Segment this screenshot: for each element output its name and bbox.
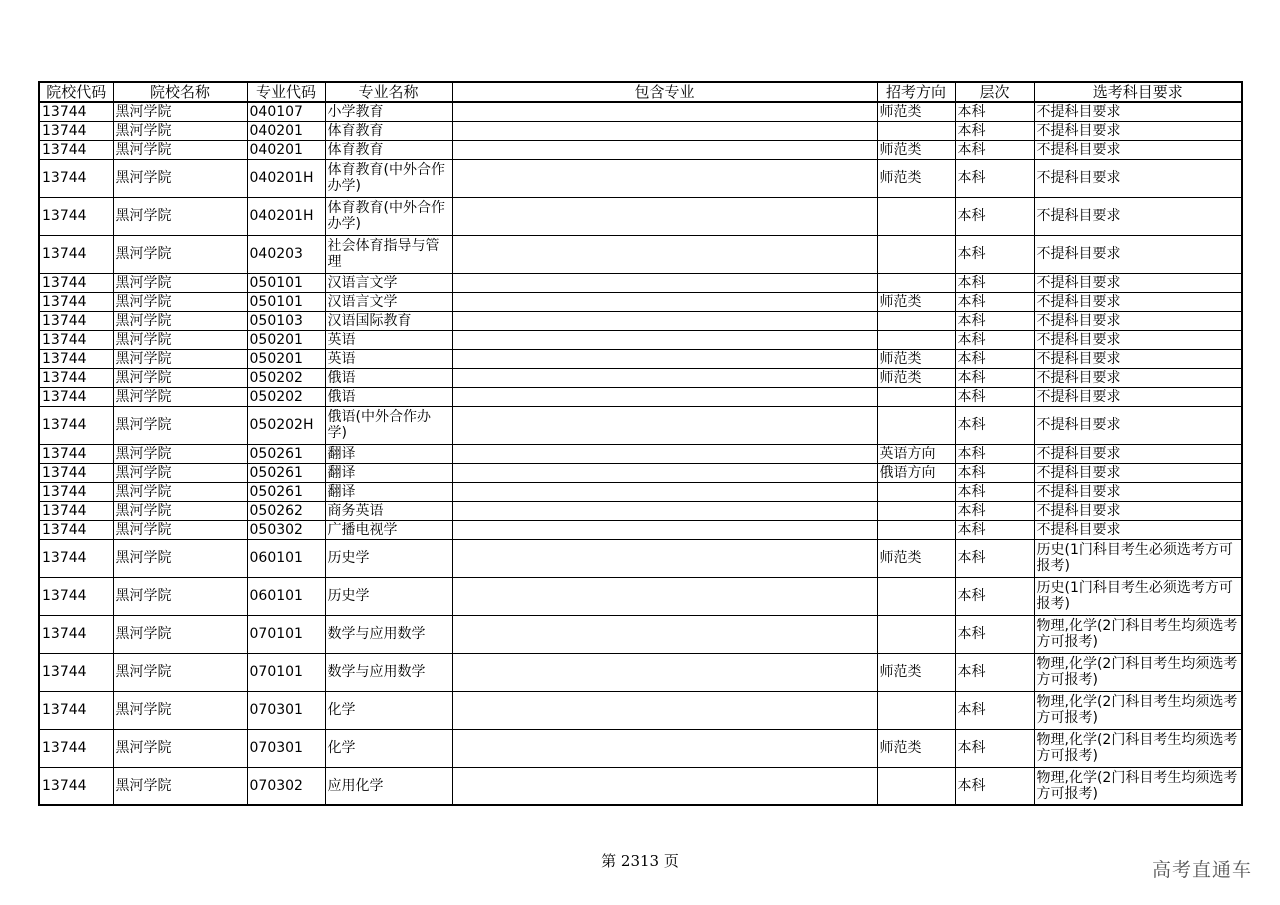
cell-included-majors (452, 520, 877, 539)
cell-major-code: 050101 (247, 273, 325, 292)
cell-school-name: 黑河学院 (113, 406, 247, 444)
cell-major-name: 英语 (325, 330, 452, 349)
page-number: 第 2313 页 (601, 852, 679, 870)
cell-school-code: 13744 (39, 387, 113, 406)
table-row (39, 729, 1242, 767)
cell-direction (877, 520, 955, 539)
cell-major-name: 体育教育(中外合作办学) (325, 159, 452, 197)
cell-direction (877, 577, 955, 615)
cell-direction (877, 197, 955, 235)
cell-included-majors (452, 121, 877, 140)
cell-school-code: 13744 (39, 368, 113, 387)
header-major-name: 专业名称 (325, 82, 452, 102)
cell-school-code: 13744 (39, 691, 113, 729)
table-row (39, 311, 1242, 330)
cell-level: 本科 (955, 520, 1034, 539)
cell-major-code: 070101 (247, 615, 325, 653)
table-row (39, 501, 1242, 520)
table-row (39, 368, 1242, 387)
cell-school-name: 黑河学院 (113, 444, 247, 463)
cell-school-code: 13744 (39, 501, 113, 520)
cell-subject-requirement: 不提科目要求 (1034, 292, 1242, 311)
cell-major-name: 体育教育 (325, 121, 452, 140)
cell-school-code: 13744 (39, 767, 113, 805)
cell-school-name: 黑河学院 (113, 368, 247, 387)
cell-included-majors (452, 311, 877, 330)
table-row (39, 482, 1242, 501)
cell-included-majors (452, 501, 877, 520)
cell-school-code: 13744 (39, 653, 113, 691)
cell-direction (877, 330, 955, 349)
cell-school-name: 黑河学院 (113, 653, 247, 691)
cell-school-name: 黑河学院 (113, 273, 247, 292)
cell-included-majors (452, 653, 877, 691)
cell-school-name: 黑河学院 (113, 235, 247, 273)
cell-level: 本科 (955, 330, 1034, 349)
cell-school-code: 13744 (39, 102, 113, 121)
cell-major-name: 化学 (325, 691, 452, 729)
cell-school-code: 13744 (39, 482, 113, 501)
cell-school-name: 黑河学院 (113, 577, 247, 615)
table-header-row (39, 82, 1242, 102)
cell-level: 本科 (955, 482, 1034, 501)
cell-major-name: 历史学 (325, 577, 452, 615)
cell-included-majors (452, 767, 877, 805)
table-row (39, 102, 1242, 121)
cell-major-code: 050103 (247, 311, 325, 330)
cell-school-code: 13744 (39, 349, 113, 368)
cell-major-name: 小学教育 (325, 102, 452, 121)
cell-school-name: 黑河学院 (113, 159, 247, 197)
cell-direction (877, 406, 955, 444)
cell-included-majors (452, 102, 877, 121)
cell-school-code: 13744 (39, 235, 113, 273)
cell-school-name: 黑河学院 (113, 767, 247, 805)
cell-school-name: 黑河学院 (113, 292, 247, 311)
header-subject-requirement: 选考科目要求 (1034, 82, 1242, 102)
cell-subject-requirement: 不提科目要求 (1034, 463, 1242, 482)
cell-direction: 师范类 (877, 349, 955, 368)
cell-major-code: 040107 (247, 102, 325, 121)
cell-school-name: 黑河学院 (113, 463, 247, 482)
cell-direction: 师范类 (877, 539, 955, 577)
cell-direction: 师范类 (877, 140, 955, 159)
cell-direction (877, 691, 955, 729)
cell-included-majors (452, 406, 877, 444)
cell-major-name: 俄语 (325, 368, 452, 387)
cell-subject-requirement: 不提科目要求 (1034, 482, 1242, 501)
cell-direction (877, 482, 955, 501)
cell-major-name: 数学与应用数学 (325, 653, 452, 691)
cell-subject-requirement: 历史(1门科目考生必须选考方可报考) (1034, 577, 1242, 615)
table-row (39, 387, 1242, 406)
cell-subject-requirement: 不提科目要求 (1034, 121, 1242, 140)
cell-school-name: 黑河学院 (113, 349, 247, 368)
cell-level: 本科 (955, 406, 1034, 444)
cell-subject-requirement: 物理,化学(2门科目考生均须选考方可报考) (1034, 653, 1242, 691)
cell-school-code: 13744 (39, 520, 113, 539)
cell-major-code: 050302 (247, 520, 325, 539)
cell-major-code: 050201 (247, 330, 325, 349)
cell-subject-requirement: 不提科目要求 (1034, 330, 1242, 349)
cell-subject-requirement: 不提科目要求 (1034, 235, 1242, 273)
cell-subject-requirement: 不提科目要求 (1034, 197, 1242, 235)
cell-subject-requirement: 不提科目要求 (1034, 368, 1242, 387)
header-school-code: 院校代码 (39, 82, 113, 102)
cell-major-name: 社会体育指导与管理 (325, 235, 452, 273)
table-row (39, 691, 1242, 729)
cell-school-code: 13744 (39, 292, 113, 311)
cell-school-name: 黑河学院 (113, 729, 247, 767)
cell-school-code: 13744 (39, 444, 113, 463)
cell-direction: 师范类 (877, 102, 955, 121)
cell-level: 本科 (955, 387, 1034, 406)
cell-major-code: 070301 (247, 691, 325, 729)
cell-major-name: 数学与应用数学 (325, 615, 452, 653)
cell-level: 本科 (955, 349, 1034, 368)
cell-level: 本科 (955, 121, 1034, 140)
cell-direction: 师范类 (877, 729, 955, 767)
cell-direction (877, 501, 955, 520)
cell-subject-requirement: 不提科目要求 (1034, 140, 1242, 159)
cell-major-name: 应用化学 (325, 767, 452, 805)
cell-major-name: 俄语(中外合作办学) (325, 406, 452, 444)
cell-direction: 师范类 (877, 368, 955, 387)
cell-major-code: 050262 (247, 501, 325, 520)
table-row (39, 349, 1242, 368)
cell-school-name: 黑河学院 (113, 501, 247, 520)
cell-school-name: 黑河学院 (113, 140, 247, 159)
table-row (39, 406, 1242, 444)
cell-included-majors (452, 159, 877, 197)
table-row (39, 159, 1242, 197)
cell-school-name: 黑河学院 (113, 197, 247, 235)
cell-major-code: 040201 (247, 121, 325, 140)
table-row (39, 615, 1242, 653)
cell-level: 本科 (955, 767, 1034, 805)
cell-school-code: 13744 (39, 121, 113, 140)
cell-level: 本科 (955, 273, 1034, 292)
cell-level: 本科 (955, 501, 1034, 520)
table-row (39, 444, 1242, 463)
table-row (39, 292, 1242, 311)
cell-major-code: 040201 (247, 140, 325, 159)
cell-subject-requirement: 不提科目要求 (1034, 444, 1242, 463)
cell-included-majors (452, 387, 877, 406)
header-included-majors: 包含专业 (452, 82, 877, 102)
cell-school-code: 13744 (39, 311, 113, 330)
cell-direction: 师范类 (877, 653, 955, 691)
cell-school-name: 黑河学院 (113, 539, 247, 577)
cell-school-code: 13744 (39, 197, 113, 235)
cell-school-name: 黑河学院 (113, 482, 247, 501)
cell-direction (877, 235, 955, 273)
cell-major-code: 040201H (247, 159, 325, 197)
cell-major-name: 翻译 (325, 482, 452, 501)
cell-major-name: 汉语言文学 (325, 292, 452, 311)
cell-school-code: 13744 (39, 140, 113, 159)
cell-level: 本科 (955, 292, 1034, 311)
table-row (39, 273, 1242, 292)
cell-level: 本科 (955, 463, 1034, 482)
cell-direction: 师范类 (877, 159, 955, 197)
cell-subject-requirement: 不提科目要求 (1034, 102, 1242, 121)
cell-level: 本科 (955, 729, 1034, 767)
cell-school-code: 13744 (39, 539, 113, 577)
cell-subject-requirement: 物理,化学(2门科目考生均须选考方可报考) (1034, 691, 1242, 729)
cell-subject-requirement: 不提科目要求 (1034, 406, 1242, 444)
cell-included-majors (452, 330, 877, 349)
admissions-table (38, 81, 1243, 806)
table-row (39, 577, 1242, 615)
cell-school-code: 13744 (39, 729, 113, 767)
cell-major-code: 050261 (247, 482, 325, 501)
table-row (39, 520, 1242, 539)
cell-school-name: 黑河学院 (113, 102, 247, 121)
cell-level: 本科 (955, 102, 1034, 121)
cell-level: 本科 (955, 140, 1034, 159)
header-level: 层次 (955, 82, 1034, 102)
cell-major-code: 050202 (247, 368, 325, 387)
cell-included-majors (452, 197, 877, 235)
cell-included-majors (452, 235, 877, 273)
table-row (39, 653, 1242, 691)
cell-subject-requirement: 物理,化学(2门科目考生均须选考方可报考) (1034, 767, 1242, 805)
cell-major-code: 060101 (247, 577, 325, 615)
cell-level: 本科 (955, 615, 1034, 653)
table-row (39, 330, 1242, 349)
cell-school-code: 13744 (39, 159, 113, 197)
cell-school-name: 黑河学院 (113, 615, 247, 653)
cell-major-code: 070302 (247, 767, 325, 805)
cell-level: 本科 (955, 444, 1034, 463)
cell-major-code: 050202H (247, 406, 325, 444)
cell-major-code: 040201H (247, 197, 325, 235)
cell-included-majors (452, 691, 877, 729)
table-row (39, 197, 1242, 235)
cell-direction (877, 387, 955, 406)
cell-direction: 俄语方向 (877, 463, 955, 482)
cell-school-code: 13744 (39, 577, 113, 615)
cell-major-name: 广播电视学 (325, 520, 452, 539)
cell-major-name: 体育教育 (325, 140, 452, 159)
cell-major-code: 050201 (247, 349, 325, 368)
cell-included-majors (452, 539, 877, 577)
cell-level: 本科 (955, 539, 1034, 577)
cell-school-name: 黑河学院 (113, 330, 247, 349)
cell-subject-requirement: 不提科目要求 (1034, 311, 1242, 330)
cell-included-majors (452, 482, 877, 501)
cell-subject-requirement: 不提科目要求 (1034, 159, 1242, 197)
cell-direction: 师范类 (877, 292, 955, 311)
cell-subject-requirement: 不提科目要求 (1034, 387, 1242, 406)
header-school-name: 院校名称 (113, 82, 247, 102)
cell-major-name: 翻译 (325, 463, 452, 482)
cell-major-name: 俄语 (325, 387, 452, 406)
table-body (39, 102, 1242, 805)
cell-level: 本科 (955, 691, 1034, 729)
cell-level: 本科 (955, 653, 1034, 691)
cell-included-majors (452, 729, 877, 767)
cell-school-name: 黑河学院 (113, 121, 247, 140)
table-row (39, 539, 1242, 577)
cell-subject-requirement: 不提科目要求 (1034, 501, 1242, 520)
cell-major-code: 050261 (247, 444, 325, 463)
header-direction: 招考方向 (877, 82, 955, 102)
cell-subject-requirement: 不提科目要求 (1034, 520, 1242, 539)
cell-school-code: 13744 (39, 463, 113, 482)
cell-major-name: 汉语言文学 (325, 273, 452, 292)
cell-school-code: 13744 (39, 330, 113, 349)
cell-subject-requirement: 物理,化学(2门科目考生均须选考方可报考) (1034, 729, 1242, 767)
cell-major-name: 翻译 (325, 444, 452, 463)
table-row (39, 121, 1242, 140)
cell-level: 本科 (955, 197, 1034, 235)
cell-major-code: 040203 (247, 235, 325, 273)
cell-major-code: 050202 (247, 387, 325, 406)
cell-included-majors (452, 292, 877, 311)
cell-included-majors (452, 444, 877, 463)
cell-major-name: 化学 (325, 729, 452, 767)
cell-subject-requirement: 不提科目要求 (1034, 349, 1242, 368)
cell-school-name: 黑河学院 (113, 691, 247, 729)
cell-level: 本科 (955, 159, 1034, 197)
cell-school-name: 黑河学院 (113, 520, 247, 539)
cell-major-code: 070101 (247, 653, 325, 691)
cell-included-majors (452, 463, 877, 482)
cell-direction (877, 273, 955, 292)
cell-included-majors (452, 615, 877, 653)
cell-direction (877, 311, 955, 330)
cell-major-code: 060101 (247, 539, 325, 577)
cell-subject-requirement: 历史(1门科目考生必须选考方可报考) (1034, 539, 1242, 577)
table-row (39, 140, 1242, 159)
cell-subject-requirement: 物理,化学(2门科目考生均须选考方可报考) (1034, 615, 1242, 653)
cell-direction (877, 121, 955, 140)
cell-included-majors (452, 273, 877, 292)
cell-level: 本科 (955, 577, 1034, 615)
cell-major-name: 体育教育(中外合作办学) (325, 197, 452, 235)
cell-level: 本科 (955, 368, 1034, 387)
cell-school-name: 黑河学院 (113, 311, 247, 330)
cell-included-majors (452, 349, 877, 368)
table-row (39, 235, 1242, 273)
header-major-code: 专业代码 (247, 82, 325, 102)
watermark: 高考直通车 (1151, 859, 1252, 881)
cell-major-name: 汉语国际教育 (325, 311, 452, 330)
cell-major-code: 050261 (247, 463, 325, 482)
cell-major-name: 英语 (325, 349, 452, 368)
cell-included-majors (452, 577, 877, 615)
cell-major-code: 050101 (247, 292, 325, 311)
cell-level: 本科 (955, 235, 1034, 273)
table-row (39, 463, 1242, 482)
table-row (39, 767, 1242, 805)
cell-included-majors (452, 368, 877, 387)
cell-direction (877, 767, 955, 805)
cell-school-code: 13744 (39, 615, 113, 653)
cell-direction (877, 615, 955, 653)
cell-direction: 英语方向 (877, 444, 955, 463)
cell-subject-requirement: 不提科目要求 (1034, 273, 1242, 292)
cell-included-majors (452, 140, 877, 159)
cell-school-code: 13744 (39, 406, 113, 444)
cell-school-code: 13744 (39, 273, 113, 292)
cell-major-name: 历史学 (325, 539, 452, 577)
cell-major-name: 商务英语 (325, 501, 452, 520)
cell-school-name: 黑河学院 (113, 387, 247, 406)
cell-level: 本科 (955, 311, 1034, 330)
cell-major-code: 070301 (247, 729, 325, 767)
